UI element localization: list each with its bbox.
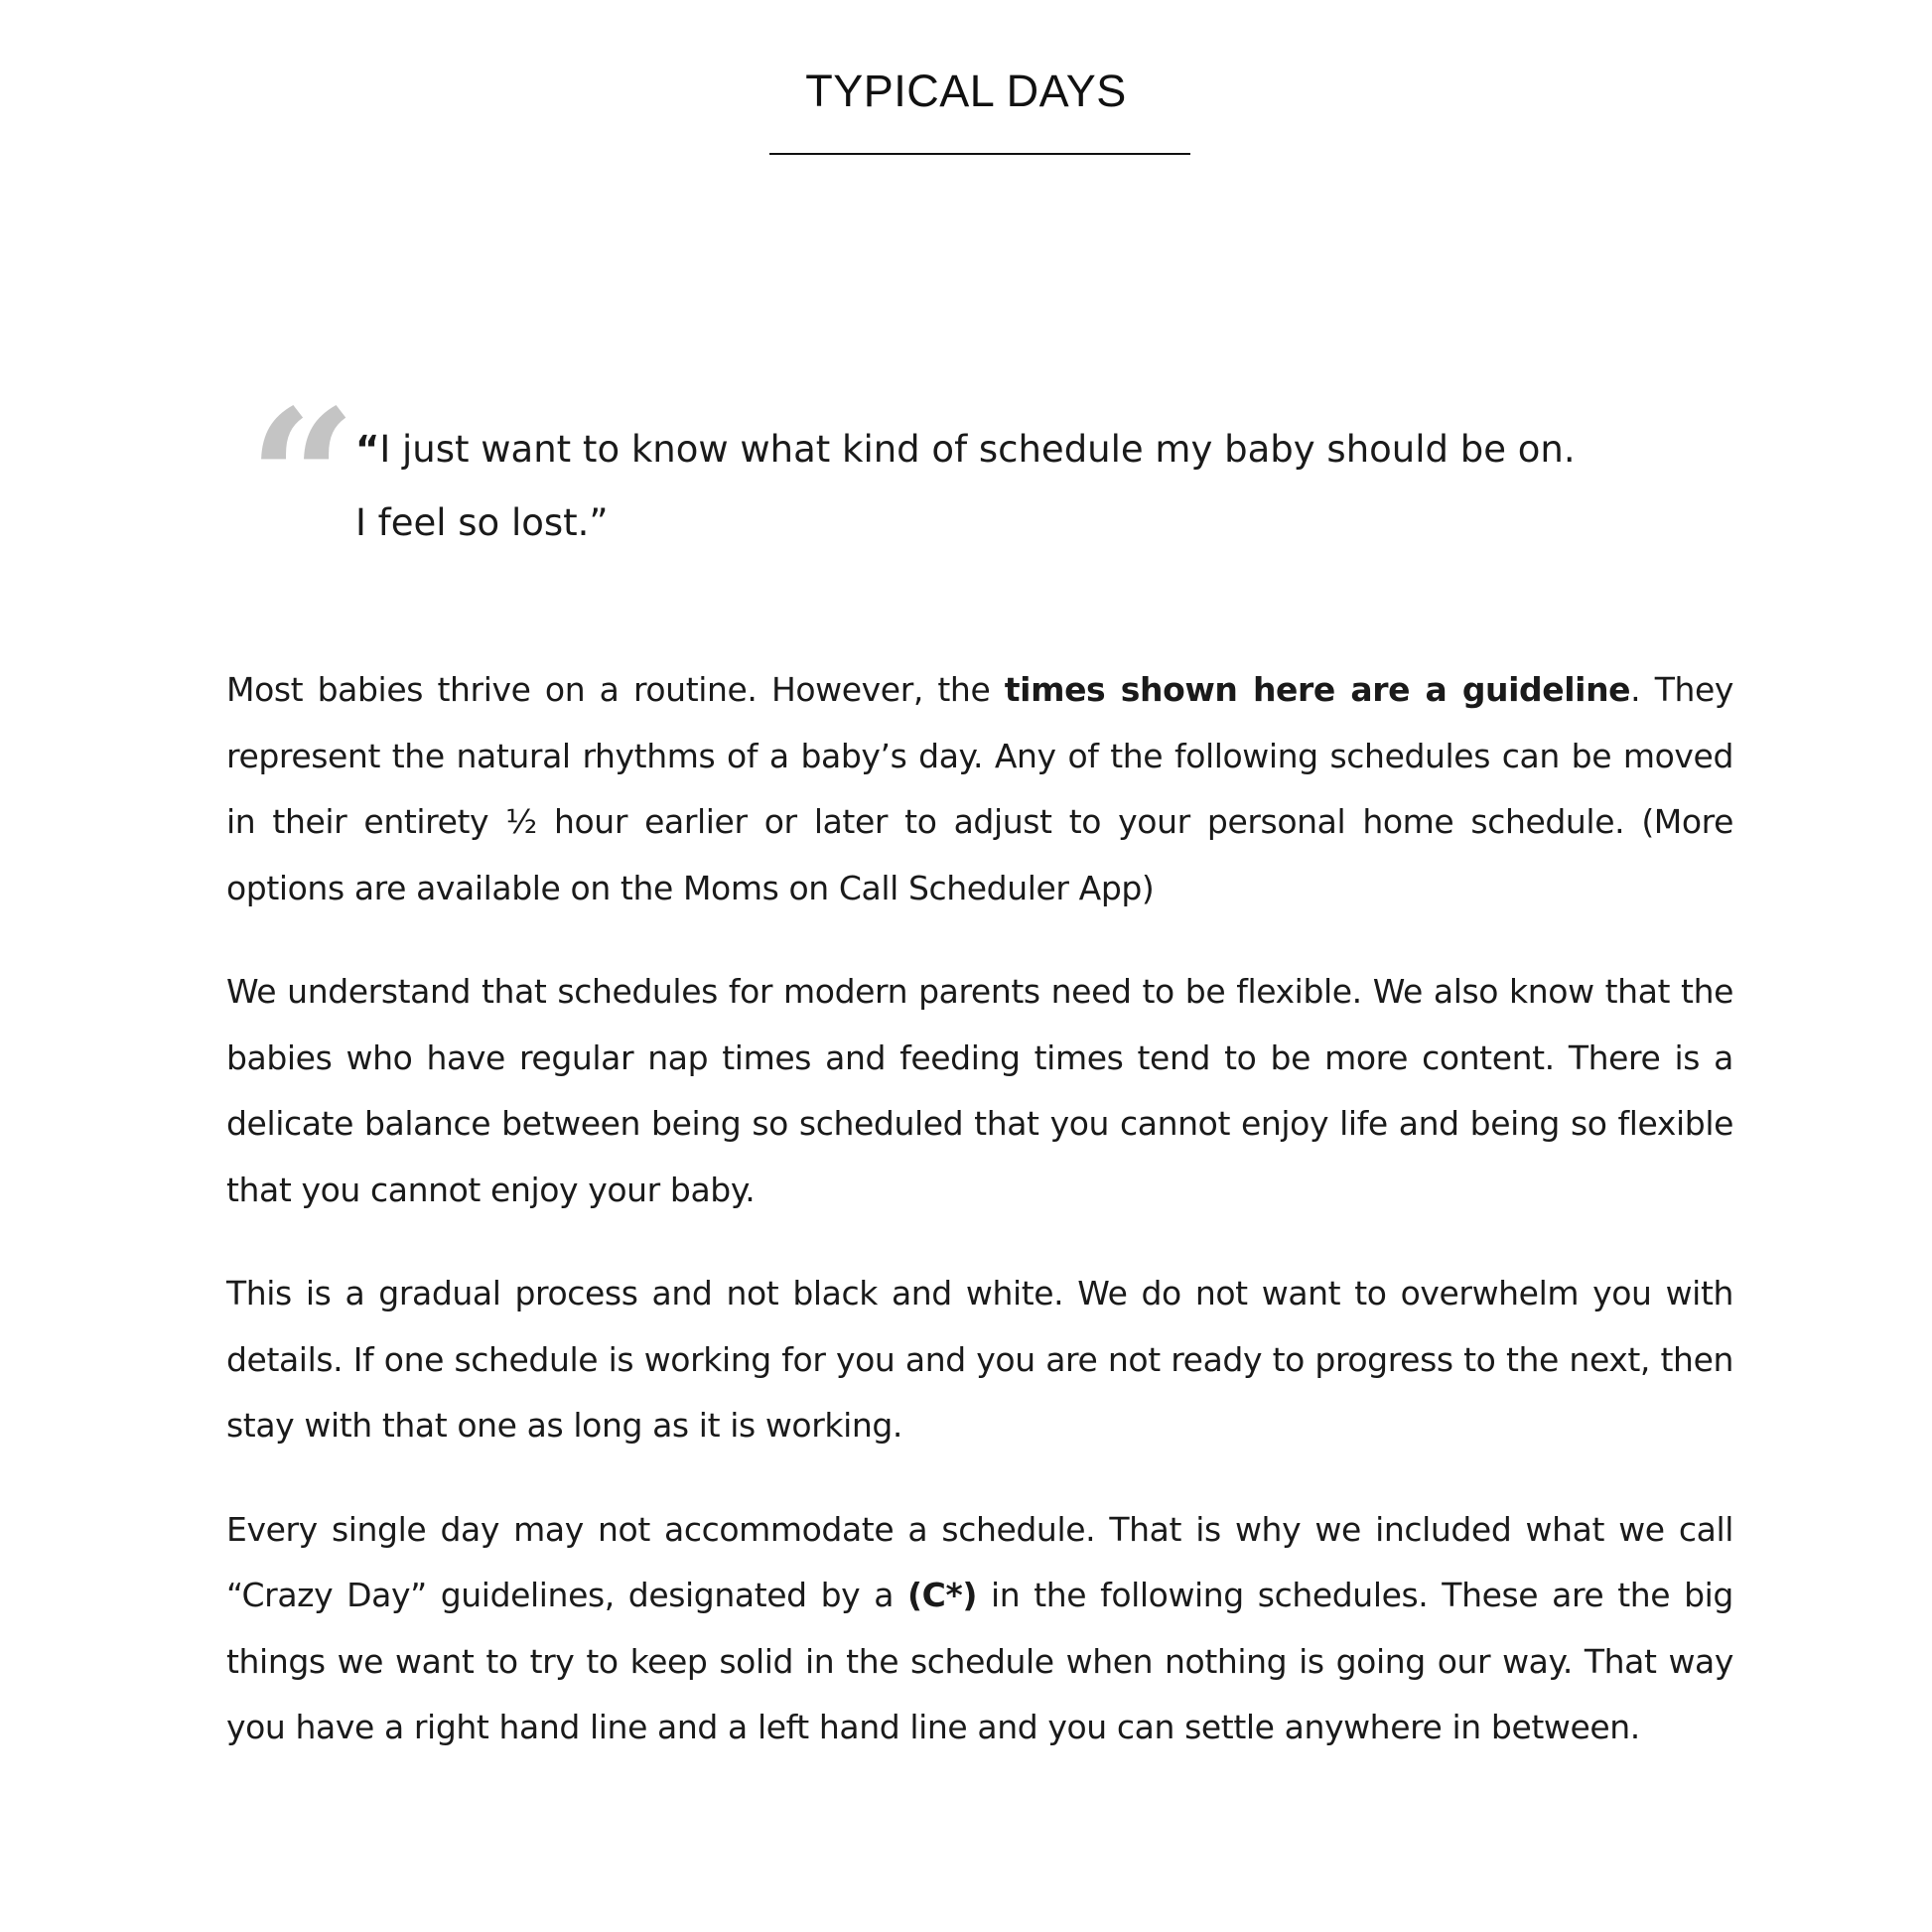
paragraph-1-text-start: Most babies thrive on a routine. However, the [226, 670, 1005, 709]
pull-quote-line-2: I feel so lost.” [355, 501, 609, 544]
paragraph-4-text-end: in the following schedules. These are the big things we want to try to keep solid in the schedule when nothing is going our way. That way you have a right hand line and a left hand line and you can settle anywhere in between. [226, 1576, 1733, 1746]
paragraph-1-emphasis: times shown here are a guideline [1004, 670, 1631, 709]
body-text [226, 657, 1733, 1799]
paragraph-4 [226, 1497, 1733, 1761]
pull-quote-line-1: I just want to know what kind of schedule my baby should be on. [379, 428, 1576, 471]
paragraph-4-text-start: Every single day may not accommodate a schedule. That is why we included what we call “Crazy Day” guidelines, designated by a [226, 1509, 1733, 1614]
pull-quote-open-mark: “ [355, 428, 380, 471]
paragraph-2: We understand that schedules for modern parents need to be flexible. We also know that the babies who have regular nap times and feeding times tend to be more content. There is a delicate balance between being so scheduled that you cannot enjoy life and being so flexible that you cannot enjoy your baby. [226, 972, 1733, 1209]
quotation-mark-icon: “ [248, 368, 357, 590]
crazy-day-marker: (C*) [907, 1576, 978, 1614]
paragraph-3: This is a gradual process and not black and white. We do not want to overwhelm you with details. If one schedule is working for you and you are not ready to progress to the next, then stay with that one as long as it is working. [226, 1274, 1733, 1445]
title-underline-divider [769, 153, 1190, 155]
paragraph-1-text-end: . They represent the natural rhythms of a baby’s day. Any of the following schedules can be moved in their entirety ½ hour earlier or later to adjust to your personal home schedule. (More options are available on the Moms on Call Scheduler App) [226, 670, 1733, 907]
pull-quote [355, 413, 1745, 560]
page-title: TYPICAL DAYS [805, 66, 1127, 116]
paragraph-1 [226, 657, 1733, 921]
